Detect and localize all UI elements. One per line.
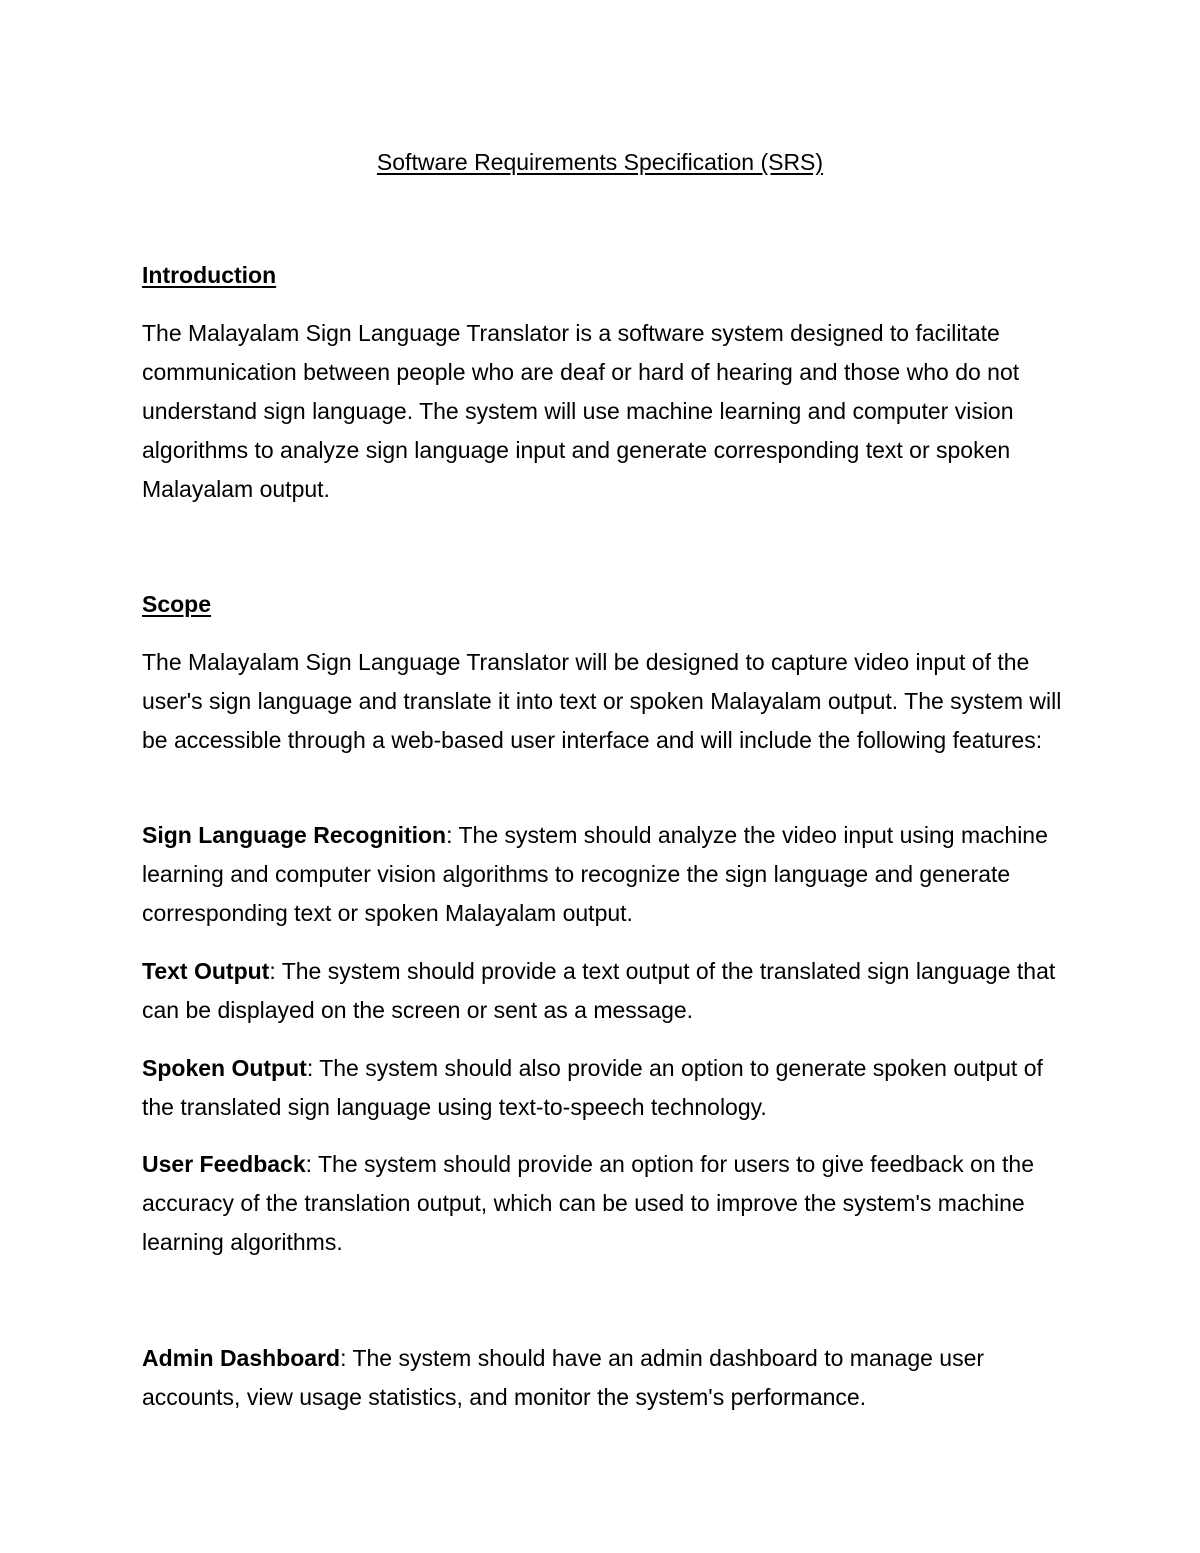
feature-description: : The system should provide an option for users to give feedback on the accuracy of the translation output, which can be used to improve the system's machine learning algorithms.: [142, 1151, 1034, 1255]
feature-label: User Feedback: [142, 1151, 306, 1177]
feature-description: : The system should provide a text output of the translated sign language that can be displayed on the screen or sent as a message.: [142, 958, 1056, 1023]
feature-description: : The system should analyze the video input using machine learning and computer vision algorithms to recognize the sign language and generate corresponding text or spoken Malayalam output.: [142, 822, 1048, 926]
section-heading-introduction: Introduction: [142, 262, 277, 288]
section-heading-scope: Scope: [142, 591, 212, 617]
feature-label: Sign Language Recognition: [142, 822, 447, 848]
scope-paragraph: The Malayalam Sign Language Translator will be designed to capture video input of the user's sign language and translate it into text or spoken Malayalam output. The system will be accessible through a web-based user interface and will include the following features:: [142, 649, 1062, 753]
feature-text-output: [142, 952, 1072, 1030]
document-title: Software Requirements Specification (SRS): [376, 149, 824, 175]
feature-label: Text Output: [142, 958, 270, 984]
feature-user-feedback: [142, 1145, 1072, 1262]
feature-label: Spoken Output: [142, 1055, 307, 1081]
feature-label: Admin Dashboard: [142, 1345, 341, 1371]
feature-description: : The system should have an admin dashboard to manage user accounts, view usage statistics, and monitor the system's performance.: [142, 1345, 985, 1410]
feature-admin-dashboard: [142, 1339, 1072, 1417]
feature-spoken-output: [142, 1049, 1072, 1127]
introduction-paragraph: The Malayalam Sign Language Translator is a software system designed to facilitate communication between people who are deaf or hard of hearing and those who do not understand sign language. The system will use machine learning and computer vision algorithms to analyze sign language input and generate corresponding text or spoken Malayalam output.: [142, 320, 1020, 502]
feature-sign-language-recognition: [142, 816, 1072, 933]
feature-description: : The system should also provide an option to generate spoken output of the translated sign language using text-to-speech technology.: [142, 1055, 1043, 1120]
